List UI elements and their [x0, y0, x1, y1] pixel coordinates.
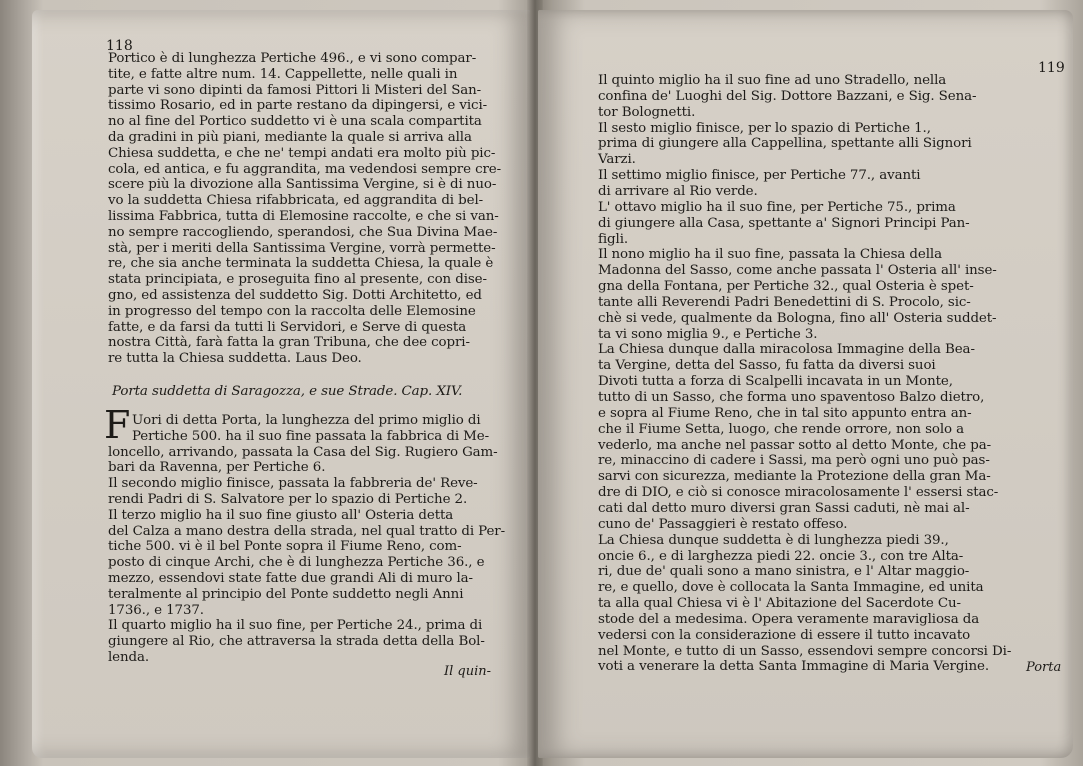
text-line: chè si vede, qualmente da Bologna, fino all' Osteria suddet- [598, 310, 997, 326]
text-line: Il settimo miglio finisce, per Pertiche 77., avanti [598, 168, 921, 184]
text-line: confina de' Luoghi del Sig. Dottore Bazzani, e Sig. Sena- [598, 88, 977, 104]
text-line: vedersi con la considerazione di essere il tutto incavato [598, 627, 971, 643]
text-line: posto di cinque Archi, che è di lunghezza Pertiche 36., e [108, 555, 485, 571]
text-line: Portico è di lunghezza Pertiche 496., e vi sono compar- [108, 51, 477, 66]
text-line: oncie 6., e di larghezza piedi 22. oncie 3., con tre Alta- [598, 548, 964, 564]
text-line: fatte, e da farsi da tutti li Servidori, e Serve di questa [108, 319, 467, 335]
text-line: Madonna del Sasso, come anche passata l' Osteria all' inse- [598, 263, 997, 279]
text-line: Chiesa suddetta, e che ne' tempi andati era molto più pic- [108, 145, 496, 161]
text-line: tiche 500. vi è il bel Ponte sopra il Fiume Reno, com- [108, 539, 462, 555]
text-line: teralmente al principio del Ponte suddetto negli Anni [108, 586, 464, 602]
text-line: Il quarto miglio ha il suo fine, per Pertiche 24., prima di [108, 618, 483, 634]
text-line: tutto di un Sasso, che forma uno spaventoso Balzo dietro, [598, 390, 985, 405]
text-line: re, minaccino di cadere i Sassi, ma però ogni uno può pas- [598, 453, 990, 469]
text-line: tor Bolognetti. [598, 104, 696, 120]
text-line: gno, ed assistenza del suddetto Sig. Dotti Architetto, ed [108, 288, 482, 303]
text-line: vo la suddetta Chiesa rifabbricata, ed aggrandita di bel- [108, 193, 484, 209]
text-line: L' ottavo miglio ha il suo fine, per Pertiche 75., prima [598, 199, 956, 215]
page-number: 119 [1038, 60, 1065, 76]
chapter-heading: Porta suddetta di Saragozza, e sue Strade. Cap. XIV. [112, 384, 463, 399]
text-line: stà, per i meriti della Santissima Vergine, vorrà permette- [108, 240, 496, 256]
text-line: giungere al Rio, che attraversa la strada detta della Bol- [108, 634, 485, 650]
text-line: lissima Fabbrica, tutta di Elemosine raccolte, e che si van- [108, 209, 499, 224]
text-line: Il secondo miglio finisce, passata la fabbreria de' Reve- [108, 476, 478, 492]
catchword: Il quin- [444, 664, 492, 679]
text-line: ta alla qual Chiesa vi è l' Abitazione del Sacerdote Cu- [598, 596, 961, 612]
text-line: Divoti tutta a forza di Scalpelli incavata in un Monte, [598, 374, 953, 390]
text-line: tite, e fatte altre num. 14. Cappellette, nelle quali in [108, 66, 458, 82]
text-line: sarvi con sicurezza, mediante la Protezione della gran Ma- [598, 469, 991, 485]
text-line: vederlo, ma anche nel passar sotto al detto Monte, che pa- [598, 437, 992, 453]
text-line: Uori di detta Porta, la lunghezza del primo miglio di [132, 413, 481, 428]
text-line: tissimo Rosario, ed in parte restano da dipingersi, e vici- [108, 98, 488, 114]
text-line: Il nono miglio ha il suo fine, passata la Chiesa della [598, 247, 942, 263]
text-line: cuno de' Passaggieri è restato offeso. [598, 516, 848, 532]
text-line: no al fine del Portico suddetto vi è una scala compartita [108, 114, 482, 130]
text-line: in progresso del tempo con la raccolta delle Elemosine [108, 303, 476, 319]
text-line: La Chiesa dunque dalla miracolosa Immagine della Bea- [598, 342, 975, 358]
text-line: figli. [598, 231, 629, 247]
text-line: da gradini in più piani, mediante la quale si arriva alla [108, 130, 472, 145]
text-line: Il sesto miglio finisce, per lo spazio di Pertiche 1., [598, 120, 931, 136]
text-line: del Calza a mano destra della strada, nel qual tratto di Per- [108, 523, 506, 539]
catchword: Porta [1026, 660, 1062, 675]
text-line: Il terzo miglio ha il suo fine giusto all' Osteria detta [108, 507, 454, 523]
text-line: scere più la divozione alla Santissima Vergine, si è di nuo- [108, 177, 497, 193]
text-line: re tutta la Chiesa suddetta. Laus Deo. [108, 351, 362, 367]
text-line: Varzi. [598, 152, 636, 168]
text-line: mezzo, essendovi state fatte due grandi Ali di muro la- [108, 571, 473, 586]
left-page [32, 10, 530, 758]
text-line: parte vi sono dipinti da famosi Pittori li Misteri del San- [108, 82, 482, 98]
text-line: voti a venerare la detta Santa Immagine di Maria Vergine. [598, 659, 989, 675]
text-line: Pertiche 500. ha il suo fine passata la fabbrica di Me- [132, 428, 490, 444]
text-line: rendi Padri di S. Salvatore per lo spazio di Pertiche 2. [108, 492, 468, 507]
text-line: La Chiesa dunque suddetta è di lunghezza piedi 39., [598, 532, 949, 548]
text-line: cati dal detto muro diversi gran Sassi caduti, nè mai al- [598, 500, 970, 516]
text-line: re, che sia anche terminata la suddetta Chiesa, la quale è [108, 256, 494, 272]
text-line: bari da Ravenna, per Pertiche 6. [108, 460, 326, 476]
text-line: ri, due de' quali sono a mano sinistra, e l' Altar maggio- [598, 564, 970, 580]
text-line: stata principiata, e proseguita fino al presente, con dise- [108, 272, 487, 288]
text-line: loncello, arrivando, passata la Casa del Sig. Rugiero Gam- [108, 444, 498, 460]
text-line: Il quinto miglio ha il suo fine ad uno Stradello, nella [598, 73, 947, 88]
text-line: dre di DIO, e ciò si conosce miracolosamente l' essersi stac- [598, 485, 999, 501]
text-line: nel Monte, e tutto di un Sasso, essendovi sempre concorsi Di- [598, 643, 1012, 659]
text-line: gna della Fontana, per Pertiche 32., qual Osteria è spet- [598, 279, 974, 295]
text-line: cola, ed antica, e fu aggrandita, ma vedendosi sempre cre- [108, 161, 502, 177]
text-line: tante alli Reverendi Padri Benedettini di S. Procolo, sic- [598, 294, 971, 310]
text-line: nostra Città, farà fatta la gran Tribuna, che dee copri- [108, 335, 470, 351]
text-line: di arrivare al Rio verde. [598, 183, 758, 199]
page-number: 118 [106, 38, 133, 54]
text-line: che il Fiume Setta, luogo, che rende orrore, non solo a [598, 421, 965, 437]
drop-cap: F [104, 403, 131, 447]
right-page [538, 10, 1073, 758]
text-line: di giungere alla Casa, spettante a' Signori Principi Pan- [598, 215, 970, 231]
text-line: lenda. [108, 650, 150, 665]
text-line: stode del a medesima. Opera veramente maravigliosa da [598, 611, 980, 627]
text-line: re, e quello, dove è collocata la Santa Immagine, ed unita [598, 580, 984, 596]
text-line: 1736., e 1737. [108, 602, 204, 618]
text-line: no sempre raccogliendo, sperandosi, che Sua Divina Mae- [108, 224, 498, 240]
text-line: ta Vergine, detta del Sasso, fu fatta da diversi suoi [598, 358, 936, 374]
text-line: prima di giungere alla Cappellina, spettante alli Signori [598, 136, 972, 152]
text-line: ta vi sono miglia 9., e Pertiche 3. [598, 326, 818, 342]
text-line: e sopra al Fiume Reno, che in tal sito appunto entra an- [598, 405, 972, 421]
